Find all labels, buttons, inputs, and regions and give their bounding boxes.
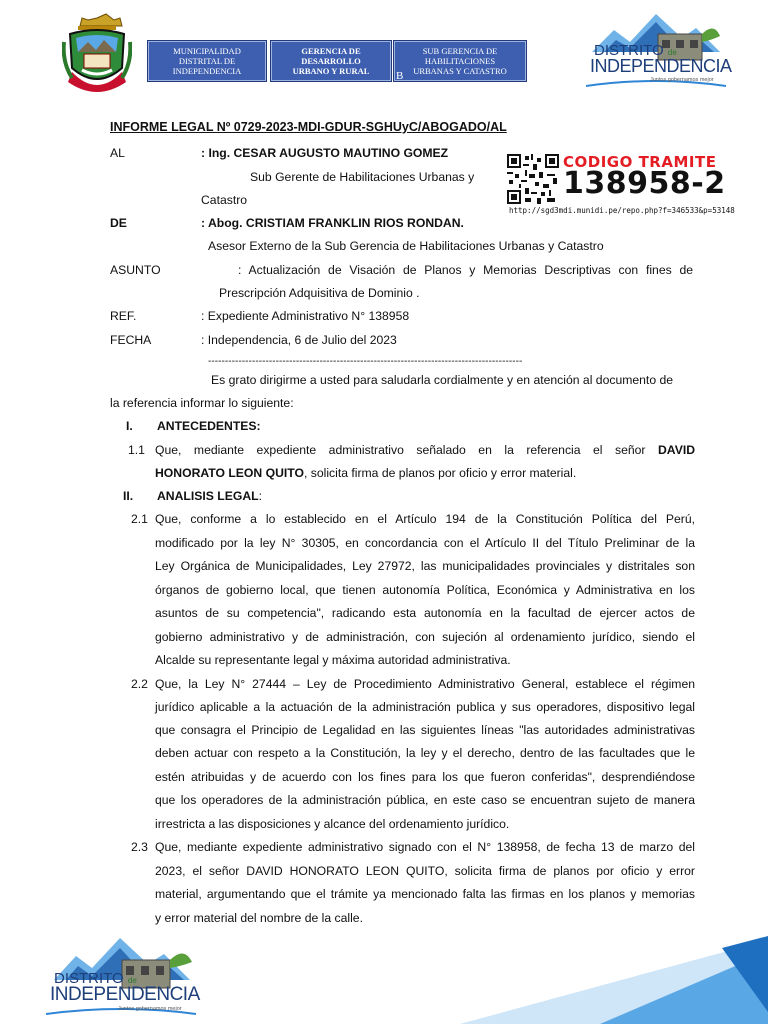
logo-tagline: Juntos gobernamos mejor bbox=[650, 77, 714, 83]
section-2-colon: : bbox=[258, 489, 262, 503]
header-text: URBANAS Y CATASTRO bbox=[413, 66, 507, 76]
para-2-2-line: jurídico aplicable a la actuación de la administración publica y sus operadores, dispositivo legal bbox=[155, 700, 695, 714]
codigo-tramite-url[interactable]: http://sgd3mdi.munidi.pe/repo.php?f=346533&p=53148 bbox=[509, 206, 735, 215]
header-text: MUNICIPALIDAD bbox=[173, 46, 241, 56]
al-role-line1: Sub Gerente de Habilitaciones Urbanas y bbox=[250, 170, 475, 184]
logo-word-de: de bbox=[667, 48, 677, 57]
intro-line1: Es grato dirigirme a usted para saludarla cordialmente y en atención al documento de bbox=[211, 373, 674, 387]
codigo-tramite-number: 138958-2 bbox=[563, 166, 726, 201]
municipal-shield-logo bbox=[62, 12, 132, 96]
footer-logo-independencia-text: INDEPENDENCIA bbox=[50, 984, 200, 1005]
document-title: INFORME LEGAL Nº 0729-2023-MDI-GDUR-SGHUyC/ABOGADO/AL bbox=[110, 120, 507, 134]
header-text: HABILITACIONES bbox=[424, 56, 496, 66]
de-name: : Abog. CRISTIAM FRANKLIN RIOS RONDAN. bbox=[201, 216, 464, 230]
para-2-1-line: gobierno administrativo y de administración, con sujeción al ordenamiento jurídico, siendo el bbox=[155, 630, 695, 644]
district-logo-top bbox=[586, 12, 732, 88]
al-name: : Ing. CESAR AUGUSTO MAUTINO GOMEZ bbox=[201, 146, 449, 160]
para-2-2-line: deben actuar con respeto a la Constitución, la ley y el derecho, dentro de las facultades que le bbox=[155, 746, 695, 760]
para-1-1-line2 bbox=[155, 462, 576, 485]
header-text: GERENCIA DE bbox=[301, 46, 361, 56]
asunto-line1: : Actualización de Visación de Planos y Memorias Descriptivas con fines de bbox=[238, 263, 693, 277]
para-2-2-line: que los operadores de la administración pública, en este caso se encuentran sujeto de manera bbox=[155, 793, 695, 807]
para-1-1-text-end: , solicita firma de planos por oficio y error material. bbox=[303, 466, 577, 480]
header-text: URBANO Y RURAL bbox=[292, 66, 370, 76]
para-2-1-line-last: Alcalde su representante legal y máxima autoridad administrativa. bbox=[155, 653, 511, 667]
section-2-title: ANALISIS LEGAL bbox=[157, 489, 259, 503]
para-2-3-line: 2023, el señor DAVID HONORATO LEON QUITO, solicita firma de planos por oficio y error bbox=[155, 864, 695, 878]
person-name-rest: HONORATO LEON QUITO bbox=[155, 466, 304, 480]
header-text: INDEPENDENCIA bbox=[172, 66, 242, 76]
header-box-extra-mark: B bbox=[396, 70, 404, 82]
de-label: DE bbox=[110, 216, 127, 230]
person-name-first: DAVID bbox=[658, 443, 696, 457]
al-role-line2: Catastro bbox=[201, 193, 248, 207]
para-2-2-line: que consagra el Principio de Legalidad en las siguientes líneas "las autoridades administrativas bbox=[155, 723, 695, 737]
ref-label: REF. bbox=[110, 309, 137, 323]
para-2-1-line: Que, conforme a lo establecido en el Artículo 194 de la Constitución Política del Perú, bbox=[155, 512, 695, 526]
footer-logo-word-distrito: DISTRITO bbox=[54, 970, 124, 987]
footer-logo-word-de: de bbox=[127, 976, 137, 985]
fecha-label: FECHA bbox=[110, 333, 152, 347]
para-2-3-line-last: y error material del nombre de la calle. bbox=[155, 911, 363, 925]
header-box-subgerencia bbox=[393, 40, 527, 82]
para-2-1-line: modificado por la ley N° 30305, en concordancia con el Artículo II del Título Preliminar de la bbox=[155, 536, 695, 550]
al-label: AL bbox=[110, 146, 125, 160]
header-text: DISTRITAL DE bbox=[178, 56, 236, 66]
logo-independencia-text: INDEPENDENCIA bbox=[590, 56, 732, 76]
ref-value: : Expediente Administrativo N° 138958 bbox=[201, 309, 410, 323]
logo-word-distrito: DISTRITO bbox=[594, 42, 664, 59]
qr-code bbox=[507, 154, 559, 204]
separator-line: --------------------------------------------------------------------------------------------- bbox=[208, 356, 523, 367]
fecha-value: : Independencia, 6 de Julio del 2023 bbox=[201, 333, 397, 347]
para-2-2-line: estén atribuidas y de acuerdo con los fines para los que fueron conferidas", desprendiéndose bbox=[155, 770, 695, 784]
para-1-1-text: Que, mediante expediente administrativo señalado en la referencia el señor bbox=[155, 443, 646, 457]
para-1-1-number: 1.1 bbox=[128, 443, 145, 457]
intro-line2: la referencia informar lo siguiente: bbox=[110, 396, 294, 410]
de-role: Asesor Externo de la Sub Gerencia de Habilitaciones Urbanas y Catastro bbox=[208, 239, 604, 253]
section-1-number: I. bbox=[126, 419, 133, 433]
header-text: DESARROLLO bbox=[301, 56, 361, 66]
asunto-line2: Prescripción Adquisitiva de Dominio . bbox=[219, 286, 420, 300]
para-2-1-number: 2.1 bbox=[131, 512, 148, 526]
header-box-municipalidad bbox=[147, 40, 267, 82]
asunto-label: ASUNTO bbox=[110, 263, 161, 277]
para-2-1-line: asuntos de su competencia", radicando esta autonomía en la facultad de ejercer actos de bbox=[155, 606, 695, 620]
codigo-tramite-label: CODIGO TRAMITE bbox=[563, 153, 717, 171]
section-1-title: ANTECEDENTES: bbox=[157, 419, 261, 433]
section-2-heading bbox=[157, 485, 262, 508]
header-text: SUB GERENCIA DE bbox=[422, 46, 498, 56]
para-1-1-line1 bbox=[155, 439, 695, 462]
header-box-gerencia bbox=[270, 40, 392, 82]
district-logo-footer bbox=[46, 936, 200, 1016]
section-2-number: II. bbox=[123, 489, 134, 503]
para-2-2-number: 2.2 bbox=[131, 677, 148, 691]
footer-logo-tagline: Juntos gobernamos mejor bbox=[118, 1006, 182, 1012]
para-2-3-line: Que, mediante expediente administrativo signado con el N° 138958, de fecha 13 de marzo del bbox=[155, 840, 695, 854]
para-2-1-line: Ley Orgánica de Municipalidades, Ley 27972, las municipalidades provinciales y distritales son bbox=[155, 559, 695, 573]
para-2-2-line: Que, la Ley N° 27444 – Ley de Procedimiento Administrativo General, establece el régimen bbox=[155, 677, 695, 691]
para-2-2-line-last: irrestricta a las disposiciones y alcance del ordenamiento jurídico. bbox=[155, 817, 510, 831]
para-2-3-number: 2.3 bbox=[131, 840, 148, 854]
para-2-3-line: material, argumentando que el trámite ya mencionado falta las firmas en los planos y memorias bbox=[155, 887, 695, 901]
para-2-1-line: órganos de gobierno local, que tienen autonomía Política, Económica y Administrativa en los bbox=[155, 583, 695, 597]
